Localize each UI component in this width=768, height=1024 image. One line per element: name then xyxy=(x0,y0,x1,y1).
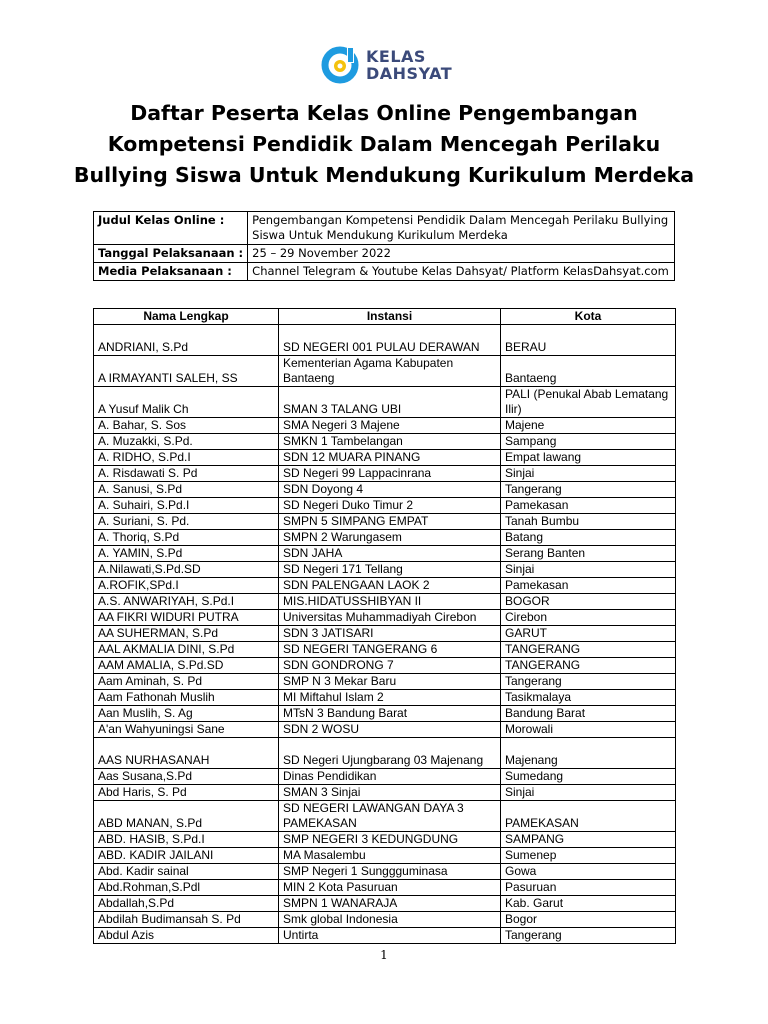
participant-institution: SMPN 5 SIMPANG EMPAT xyxy=(279,514,501,530)
table-row xyxy=(94,562,676,578)
table-row xyxy=(94,801,676,832)
participant-city: Pasuruan xyxy=(501,880,676,896)
info-row-title xyxy=(94,212,675,245)
participant-city: Sampang xyxy=(501,434,676,450)
participant-city: Gowa xyxy=(501,864,676,880)
info-label: Tanggal Pelaksanaan : xyxy=(94,245,248,263)
table-row xyxy=(94,434,676,450)
participant-institution: MI Miftahul Islam 2 xyxy=(279,690,501,706)
info-label: Judul Kelas Online : xyxy=(94,212,248,245)
info-value: 25 – 29 November 2022 xyxy=(248,245,675,263)
table-row xyxy=(94,706,676,722)
participant-city: Empat lawang xyxy=(501,450,676,466)
participant-institution: Universitas Muhammadiyah Cirebon xyxy=(279,610,501,626)
table-row xyxy=(94,658,676,674)
participant-name: Abd.Rohman,S.Pdl xyxy=(94,880,279,896)
participant-institution: Smk global Indonesia xyxy=(279,912,501,928)
table-row xyxy=(94,418,676,434)
participant-city: Sinjai xyxy=(501,562,676,578)
participant-institution: Dinas Pendidikan xyxy=(279,769,501,785)
table-row xyxy=(94,325,676,356)
participant-city: Serang Banten xyxy=(501,546,676,562)
participant-institution: SDN Doyong 4 xyxy=(279,482,501,498)
participant-name: Abd. Kadir sainal xyxy=(94,864,279,880)
participant-name: Aas Susana,S.Pd xyxy=(94,769,279,785)
participant-name: Abd Haris, S. Pd xyxy=(94,785,279,801)
participant-institution: MIS.HIDATUSSHIBYAN II xyxy=(279,594,501,610)
table-row xyxy=(94,498,676,514)
participant-name: A. Bahar, S. Sos xyxy=(94,418,279,434)
table-row xyxy=(94,530,676,546)
table-row xyxy=(94,674,676,690)
participant-name: Aam Aminah, S. Pd xyxy=(94,674,279,690)
participant-name: AAL AKMALIA DINI, S.Pd xyxy=(94,642,279,658)
title-line-1: Daftar Peserta Kelas Online Pengembangan xyxy=(130,101,638,125)
participant-institution: SDN 12 MUARA PINANG xyxy=(279,450,501,466)
participant-institution: MTsN 3 Bandung Barat xyxy=(279,706,501,722)
participant-city: Pamekasan xyxy=(501,498,676,514)
table-row xyxy=(94,466,676,482)
participant-name: Aam Fathonah Muslih xyxy=(94,690,279,706)
participant-name: A. Suhairi, S.Pd.I xyxy=(94,498,279,514)
participant-table-header xyxy=(94,309,676,325)
participant-institution: SDN GONDRONG 7 xyxy=(279,658,501,674)
participant-name: A.Nilawati,S.Pd.SD xyxy=(94,562,279,578)
participant-city: Pamekasan xyxy=(501,578,676,594)
table-row xyxy=(94,722,676,738)
participant-name: Abdallah,S.Pd xyxy=(94,896,279,912)
participant-city: Tangerang xyxy=(501,674,676,690)
participant-city: TANGERANG xyxy=(501,658,676,674)
participant-name: A. Thoriq, S.Pd xyxy=(94,530,279,546)
table-row xyxy=(94,928,676,944)
table-row xyxy=(94,912,676,928)
table-row xyxy=(94,450,676,466)
table-row xyxy=(94,642,676,658)
participant-city: Sumenep xyxy=(501,848,676,864)
table-row xyxy=(94,832,676,848)
kelas-dahsyat-logo xyxy=(320,44,452,86)
document-title xyxy=(0,98,768,191)
participant-institution: SDN JAHA xyxy=(279,546,501,562)
participant-city: Tanah Bumbu xyxy=(501,514,676,530)
logo-text xyxy=(366,48,452,82)
participant-institution: SMAN 3 TALANG UBI xyxy=(279,387,501,418)
title-line-2: Kompetensi Pendidik Dalam Mencegah Perilaku xyxy=(107,132,661,156)
table-row xyxy=(94,864,676,880)
participant-name: AA FIKRI WIDURI PUTRA xyxy=(94,610,279,626)
participant-city: Cirebon xyxy=(501,610,676,626)
table-row xyxy=(94,738,676,769)
column-header-name: Nama Lengkap xyxy=(94,309,279,325)
participant-name: ABD. KADIR JAILANI xyxy=(94,848,279,864)
participant-institution: MA Masalembu xyxy=(279,848,501,864)
participant-city: BERAU xyxy=(501,325,676,356)
participant-city: Bantaeng xyxy=(501,356,676,387)
logo-mark-icon xyxy=(320,45,360,85)
table-row xyxy=(94,610,676,626)
participant-institution: SMAN 3 Sinjai xyxy=(279,785,501,801)
participant-institution: SDN 2 WOSU xyxy=(279,722,501,738)
table-row xyxy=(94,546,676,562)
table-row xyxy=(94,387,676,418)
logo-line-1: KELAS xyxy=(366,47,426,66)
info-value: Channel Telegram & Youtube Kelas Dahsyat/ Platform KelasDahsyat.com xyxy=(248,263,675,281)
participant-name: A. Muzakki, S.Pd. xyxy=(94,434,279,450)
participant-city: TANGERANG xyxy=(501,642,676,658)
participant-name: A. Suriani, S. Pd. xyxy=(94,514,279,530)
participant-city: Bogor xyxy=(501,912,676,928)
table-row xyxy=(94,356,676,387)
participant-name: Aan Muslih, S. Ag xyxy=(94,706,279,722)
participant-institution: SD Negeri 99 Lappacinrana xyxy=(279,466,501,482)
participant-institution: SD Negeri Ujungbarang 03 Majenang xyxy=(279,738,501,769)
participant-name: A Yusuf Malik Ch xyxy=(94,387,279,418)
participant-institution: SDN 3 JATISARI xyxy=(279,626,501,642)
info-row-media xyxy=(94,263,675,281)
participant-institution: SMPN 2 Warungasem xyxy=(279,530,501,546)
participant-city: PALI (Penukal Abab Lematang Ilir) xyxy=(501,387,676,418)
participant-name: ANDRIANI, S.Pd xyxy=(94,325,279,356)
participant-name: A. RIDHO, S.Pd.I xyxy=(94,450,279,466)
participant-name: AAM AMALIA, S.Pd.SD xyxy=(94,658,279,674)
participant-city: Sinjai xyxy=(501,466,676,482)
table-row xyxy=(94,482,676,498)
participant-name: A'an Wahyuningsi Sane xyxy=(94,722,279,738)
title-line-3: Bullying Siswa Untuk Mendukung Kurikulum Merdeka xyxy=(73,163,695,187)
column-header-institution: Instansi xyxy=(279,309,501,325)
participant-name: ABD. HASIB, S.Pd.I xyxy=(94,832,279,848)
participant-name: A. Sanusi, S.Pd xyxy=(94,482,279,498)
participant-name: A.ROFIK,SPd.I xyxy=(94,578,279,594)
table-row xyxy=(94,626,676,642)
participant-institution: MIN 2 Kota Pasuruan xyxy=(279,880,501,896)
participant-city: PAMEKASAN xyxy=(501,801,676,832)
participant-city: Morowali xyxy=(501,722,676,738)
table-row xyxy=(94,690,676,706)
participant-city: BOGOR xyxy=(501,594,676,610)
participant-name: A.S. ANWARIYAH, S.Pd.I xyxy=(94,594,279,610)
participant-name: A IRMAYANTI SALEH, SS xyxy=(94,356,279,387)
participant-institution: SD Negeri Duko Timur 2 xyxy=(279,498,501,514)
participant-city: Tangerang xyxy=(501,928,676,944)
participant-city: Tangerang xyxy=(501,482,676,498)
participant-name: A. YAMIN, S.Pd xyxy=(94,546,279,562)
participant-institution: SD NEGERI TANGERANG 6 xyxy=(279,642,501,658)
table-row xyxy=(94,896,676,912)
participant-institution: SMA Negeri 3 Majene xyxy=(279,418,501,434)
participant-table xyxy=(93,308,676,944)
participant-name: Abdilah Budimansah S. Pd xyxy=(94,912,279,928)
participant-city: Sumedang xyxy=(501,769,676,785)
participant-city: Majenang xyxy=(501,738,676,769)
participant-name: ABD MANAN, S.Pd xyxy=(94,801,279,832)
participant-city: Tasikmalaya xyxy=(501,690,676,706)
page-number: 1 xyxy=(380,948,388,962)
table-row xyxy=(94,769,676,785)
info-value: Pengembangan Kompetensi Pendidik Dalam Mencegah Perilaku Bullying Siswa Untuk Mendukung Kurikulum Merdeka xyxy=(248,212,675,245)
participant-city: Batang xyxy=(501,530,676,546)
participant-city: Bandung Barat xyxy=(501,706,676,722)
participant-institution: Untirta xyxy=(279,928,501,944)
participant-city: Kab. Garut xyxy=(501,896,676,912)
participant-name: Abdul Azis xyxy=(94,928,279,944)
participant-institution: SMP Negeri 1 Sunggguminasa xyxy=(279,864,501,880)
participant-institution: SMKN 1 Tambelangan xyxy=(279,434,501,450)
class-info-table xyxy=(93,211,675,281)
info-label: Media Pelaksanaan : xyxy=(94,263,248,281)
table-row xyxy=(94,594,676,610)
table-row xyxy=(94,848,676,864)
participant-city: Majene xyxy=(501,418,676,434)
participant-institution: SD NEGERI LAWANGAN DAYA 3 PAMEKASAN xyxy=(279,801,501,832)
participant-institution: SMP NEGERI 3 KEDUNGDUNG xyxy=(279,832,501,848)
info-row-date xyxy=(94,245,675,263)
participant-name: A. Risdawati S. Pd xyxy=(94,466,279,482)
participant-city: GARUT xyxy=(501,626,676,642)
participant-city: SAMPANG xyxy=(501,832,676,848)
participant-city: Sinjai xyxy=(501,785,676,801)
table-row xyxy=(94,578,676,594)
table-row xyxy=(94,880,676,896)
participant-name: AA SUHERMAN, S.Pd xyxy=(94,626,279,642)
participant-institution: SMPN 1 WANARAJA xyxy=(279,896,501,912)
participant-name: AAS NURHASANAH xyxy=(94,738,279,769)
column-header-city: Kota xyxy=(501,309,676,325)
participant-institution: SDN PALENGAAN LAOK 2 xyxy=(279,578,501,594)
participant-institution: SD Negeri 171 Tellang xyxy=(279,562,501,578)
participant-institution: Kementerian Agama Kabupaten Bantaeng xyxy=(279,356,501,387)
table-row xyxy=(94,514,676,530)
participant-institution: SD NEGERI 001 PULAU DERAWAN xyxy=(279,325,501,356)
table-row xyxy=(94,785,676,801)
logo-line-2: DAHSYAT xyxy=(366,64,453,83)
participant-institution: SMP N 3 Mekar Baru xyxy=(279,674,501,690)
